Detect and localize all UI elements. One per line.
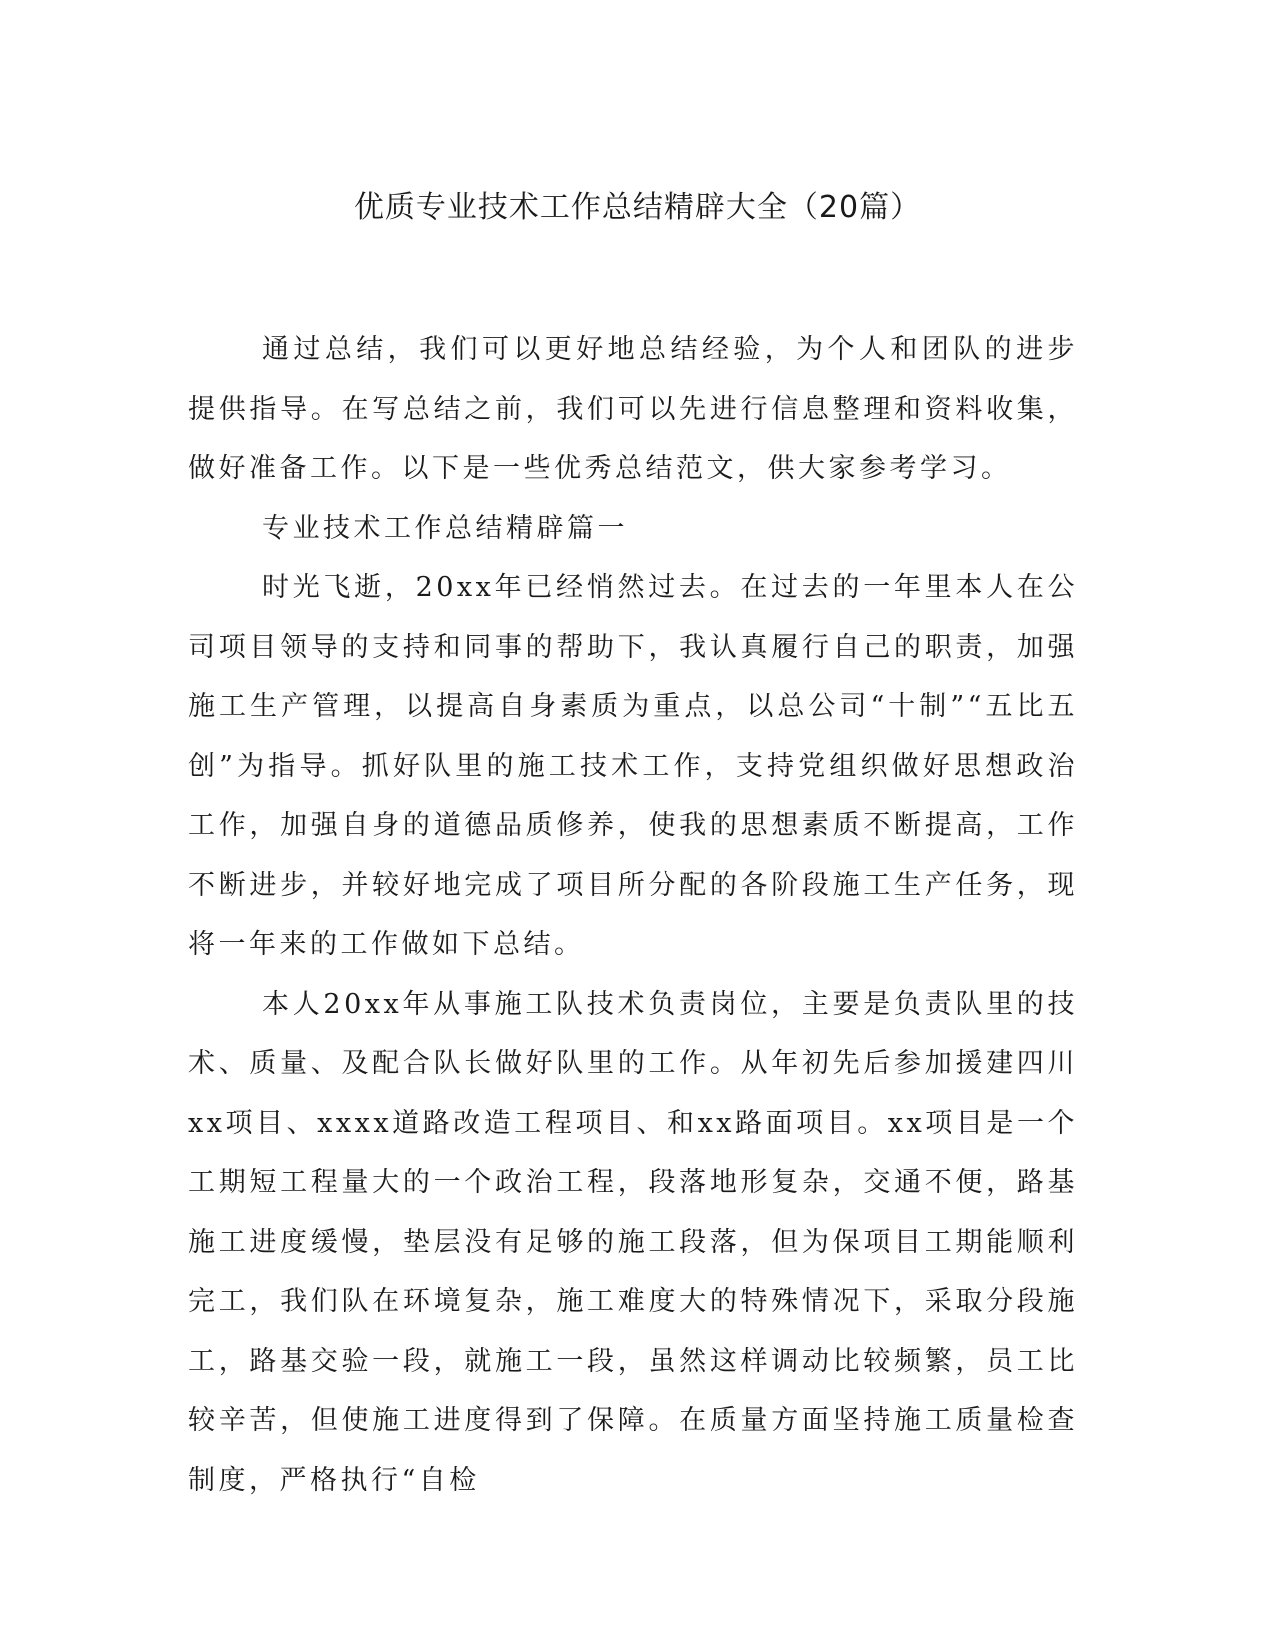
intro-paragraph: 通过总结，我们可以更好地总结经验，为个人和团队的进步提供指导。在写总结之前，我们可以先进行信息整理和资料收集，做好准备工作。以下是一些优秀总结范文，供大家参考学习。: [188, 334, 1078, 484]
body-paragraph: 本人20xx年从事施工队技术负责岗位，主要是负责队里的技术、质量、及配合队长做好队里的工作。从年初先后参加援建四川xx项目、xxxx道路改造工程项目、和xx路面项目。xx项目是一个工期短工程量大的一个政治工程，段落地形复杂，交通不便，路基施工进度缓慢，垫层没有足够的施工段落，但为保项目工期能顺利完工，我们队在环境复杂，施工难度大的特殊情况下，采取分段施工，路基交验一段，就施工一段，虽然这样调动比较频繁，员工比较辛苦，但使施工进度得到了保障。在质量方面坚持施工质量检查制度，严格执行“自检: [188, 988, 1078, 1496]
section-heading: 专业技术工作总结精辟篇一: [262, 512, 628, 544]
document-title: 优质专业技术工作总结精辟大全（20篇）: [353, 190, 922, 225]
document-body: [188, 320, 1078, 1510]
body-paragraph: 时光飞逝，20xx年已经悄然过去。在过去的一年里本人在公司项目领导的支持和同事的帮助下，我认真履行自己的职责，加强施工生产管理，以提高自身素质为重点，以总公司“十制”“五比五创”为指导。抓好队里的施工技术工作，支持党组织做好思想政治工作，加强自身的道德品质修养，使我的思想素质不断提高，工作不断进步，并较好地完成了项目所分配的各阶段施工生产任务，现将一年来的工作做如下总结。: [188, 572, 1078, 960]
